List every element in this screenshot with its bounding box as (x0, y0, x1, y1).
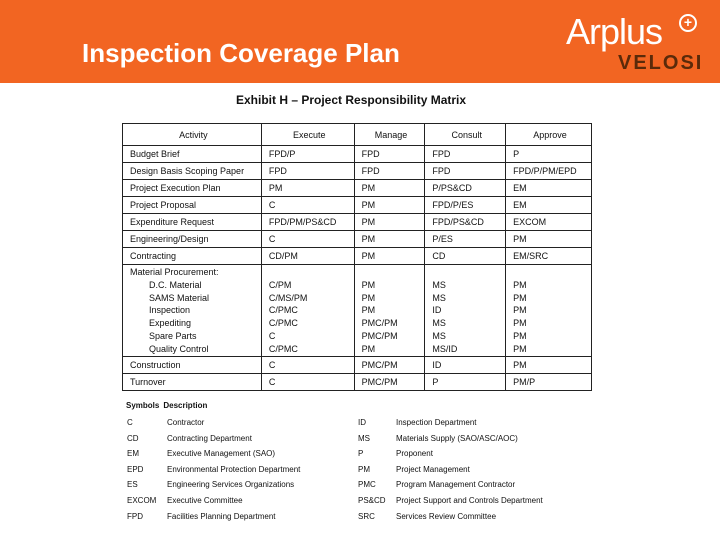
manage-cell: PM (354, 248, 425, 265)
approve-cell: P (506, 146, 592, 163)
consult-cell: FPD (425, 163, 506, 180)
symbol-row (126, 493, 596, 509)
symbol-code: EM (127, 449, 139, 459)
exhibit-title: Exhibit H – Project Responsibility Matrix (236, 93, 467, 107)
header-approve: Approve (506, 124, 592, 146)
symbol-code: EXCOM (127, 495, 157, 505)
sub-value: PM (513, 330, 527, 341)
symbol-code: CD (127, 433, 139, 443)
symbol-code: ES (127, 480, 138, 490)
symbol-code: FPD (127, 511, 143, 521)
manage-cell: PMC/PM (354, 373, 425, 390)
activity-cell: Expenditure Request (123, 214, 262, 231)
logo-subtitle: VELOSI (618, 52, 704, 74)
table-row (123, 214, 592, 231)
manage-cell: FPD (354, 146, 425, 163)
header-bar (0, 0, 720, 83)
activity-cell: Project Execution Plan (123, 180, 262, 197)
symbol-description: Contractor (167, 418, 205, 427)
symbols-header (126, 401, 596, 415)
symbol-description: Inspection Department (396, 418, 477, 427)
symbol-code: PMC (358, 480, 376, 490)
symbol-description: Executive Committee (167, 495, 243, 505)
logo-wordmark: Arplus (566, 11, 663, 52)
sub-value: C/PM (268, 279, 292, 290)
sub-value: MS (432, 292, 446, 303)
sub-value: MS (432, 279, 446, 290)
approve-cell (506, 265, 592, 357)
execute-cell: FPD/P (261, 146, 354, 163)
table-row (123, 248, 592, 265)
header-manage: Manage (354, 124, 425, 146)
material-procurement-row (123, 265, 592, 357)
consult-cell: FPD (425, 146, 506, 163)
symbol-row (126, 431, 596, 447)
approve-cell: EXCOM (506, 214, 592, 231)
consult-cell (425, 265, 506, 357)
symbol-description: Services Review Committee (396, 511, 497, 521)
sub-value: MS/ID (432, 343, 458, 354)
symbol-description: Executive Management (SAO) (167, 449, 276, 459)
symbol-description: Project Support and Controls Department (396, 495, 543, 505)
approve-cell: FPD/P/PM/EPD (506, 163, 592, 180)
responsibility-matrix (122, 123, 592, 391)
execute-cell: FPD/PM/PS&CD (261, 214, 354, 231)
manage-cell: PM (354, 197, 425, 214)
header-execute: Execute (261, 124, 354, 146)
sub-activity: Inspection (149, 305, 191, 316)
symbol-code: EPD (127, 464, 144, 474)
symbol-code: P (358, 449, 364, 459)
symbol-row (126, 477, 596, 493)
manage-cell: PM (354, 214, 425, 231)
sub-value: PM (513, 279, 527, 290)
execute-cell: CD/PM (261, 248, 354, 265)
sub-value: C (268, 330, 276, 341)
sub-value: C/PMC (268, 318, 298, 329)
manage-cell (354, 265, 425, 357)
activity-cell: Engineering/Design (123, 231, 262, 248)
approve-cell: PM (506, 231, 592, 248)
sub-value: PM (513, 292, 527, 303)
manage-cell: PM (354, 231, 425, 248)
symbol-description: Proponent (396, 449, 433, 459)
sub-value: PM (361, 279, 376, 290)
sub-activity: Quality Control (149, 343, 209, 354)
activity-cell: Budget Brief (123, 146, 262, 163)
sub-value: ID (432, 305, 442, 316)
group-title: Material Procurement: (130, 267, 219, 277)
activity-cell: Contracting (123, 248, 262, 265)
sub-activity: Expediting (149, 318, 192, 329)
symbol-code: PS&CD (358, 495, 386, 505)
symbol-description: Project Management (396, 464, 470, 474)
consult-cell: P (425, 373, 506, 390)
approve-cell: PM/P (506, 373, 592, 390)
table-row (123, 356, 592, 373)
activity-cell: Construction (123, 356, 262, 373)
symbol-code: ID (358, 418, 366, 427)
manage-cell: PM (354, 180, 425, 197)
symbol-description: Engineering Services Organizations (167, 480, 295, 490)
sub-value: PM (513, 305, 527, 316)
activity-cell: Project Proposal (123, 197, 262, 214)
sub-activity: Spare Parts (149, 330, 197, 341)
consult-cell: FPD/P/ES (425, 197, 506, 214)
activity-cell (123, 265, 262, 357)
matrix-header-row (123, 124, 592, 146)
sub-value: PM (361, 292, 376, 303)
description-header-label: Description (163, 401, 208, 410)
symbol-description: Materials Supply (SAO/ASC/AOC) (396, 433, 518, 443)
symbol-row (126, 415, 596, 431)
sub-activity: SAMS Material (149, 292, 210, 303)
approve-cell: PM (506, 356, 592, 373)
sub-value: MS (432, 330, 446, 341)
symbol-description: Contracting Department (167, 433, 252, 443)
symbol-code: PM (358, 464, 370, 474)
symbol-code: SRC (358, 511, 375, 521)
symbol-description: Program Management Contractor (396, 480, 516, 490)
manage-cell: PMC/PM (354, 356, 425, 373)
execute-cell (261, 265, 354, 357)
sub-value: PM (513, 318, 527, 329)
sub-value: PMC/PM (361, 330, 398, 341)
execute-cell: C (261, 231, 354, 248)
consult-cell: P/PS&CD (425, 180, 506, 197)
symbols-header-label: Symbols (126, 401, 160, 410)
table-row (123, 197, 592, 214)
table-row (123, 163, 592, 180)
symbol-description: Facilities Planning Department (167, 511, 276, 521)
sub-value: PM (361, 343, 376, 354)
table-row (123, 373, 592, 390)
header-activity: Activity (123, 124, 262, 146)
symbol-description: Environmental Protection Department (167, 464, 301, 474)
activity-cell: Design Basis Scoping Paper (123, 163, 262, 180)
logo-plus-icon: + (679, 14, 697, 32)
execute-cell: FPD (261, 163, 354, 180)
table-row (123, 231, 592, 248)
sub-value: PMC/PM (361, 318, 398, 329)
sub-value: PM (361, 305, 376, 316)
sub-value: C/MS/PM (268, 292, 308, 303)
symbol-row (126, 446, 596, 462)
execute-cell: PM (261, 180, 354, 197)
sub-value: C/PMC (268, 343, 298, 354)
consult-cell: CD (425, 248, 506, 265)
symbol-code: MS (358, 433, 370, 443)
applus-velosi-logo (566, 12, 706, 74)
approve-cell: EM (506, 197, 592, 214)
manage-cell: FPD (354, 163, 425, 180)
sub-activity: D.C. Material (149, 279, 202, 290)
execute-cell: C (261, 373, 354, 390)
table-row (123, 180, 592, 197)
slide-title: Inspection Coverage Plan (82, 38, 400, 68)
header-consult: Consult (425, 124, 506, 146)
execute-cell: C (261, 197, 354, 214)
approve-cell: EM/SRC (506, 248, 592, 265)
symbols-legend (126, 401, 596, 524)
table-row (123, 146, 592, 163)
consult-cell: P/ES (425, 231, 506, 248)
execute-cell: C (261, 356, 354, 373)
symbol-row (126, 462, 596, 478)
activity-cell: Turnover (123, 373, 262, 390)
approve-cell: EM (506, 180, 592, 197)
sub-value: PM (513, 343, 527, 354)
symbol-code: C (127, 418, 133, 427)
sub-value: MS (432, 318, 446, 329)
sub-value: C/PMC (268, 305, 298, 316)
symbol-row (126, 509, 596, 525)
consult-cell: ID (425, 356, 506, 373)
consult-cell: FPD/PS&CD (425, 214, 506, 231)
